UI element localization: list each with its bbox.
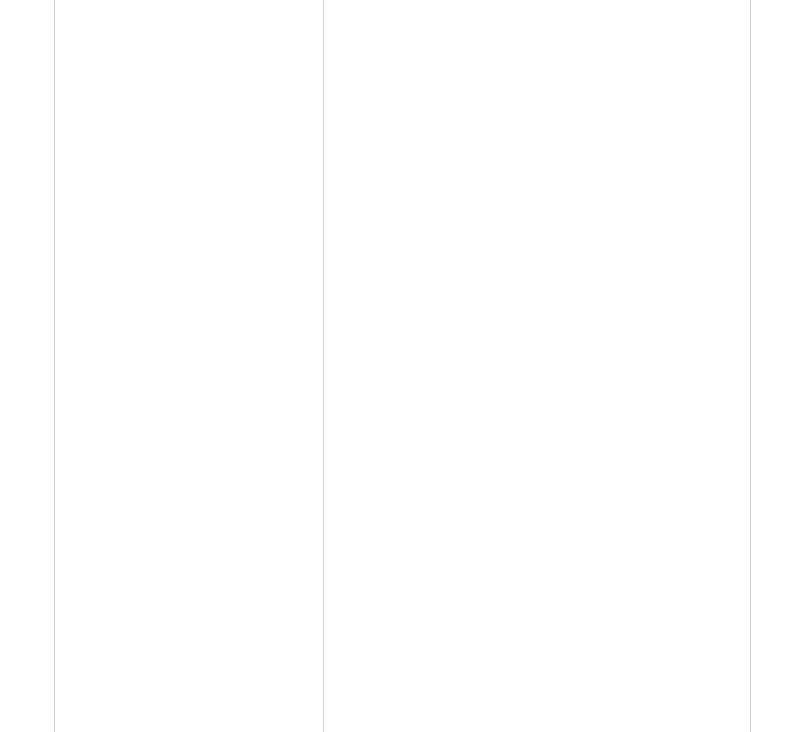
column-divider — [323, 0, 324, 732]
column-divider — [750, 0, 751, 732]
column-divider — [54, 0, 55, 732]
